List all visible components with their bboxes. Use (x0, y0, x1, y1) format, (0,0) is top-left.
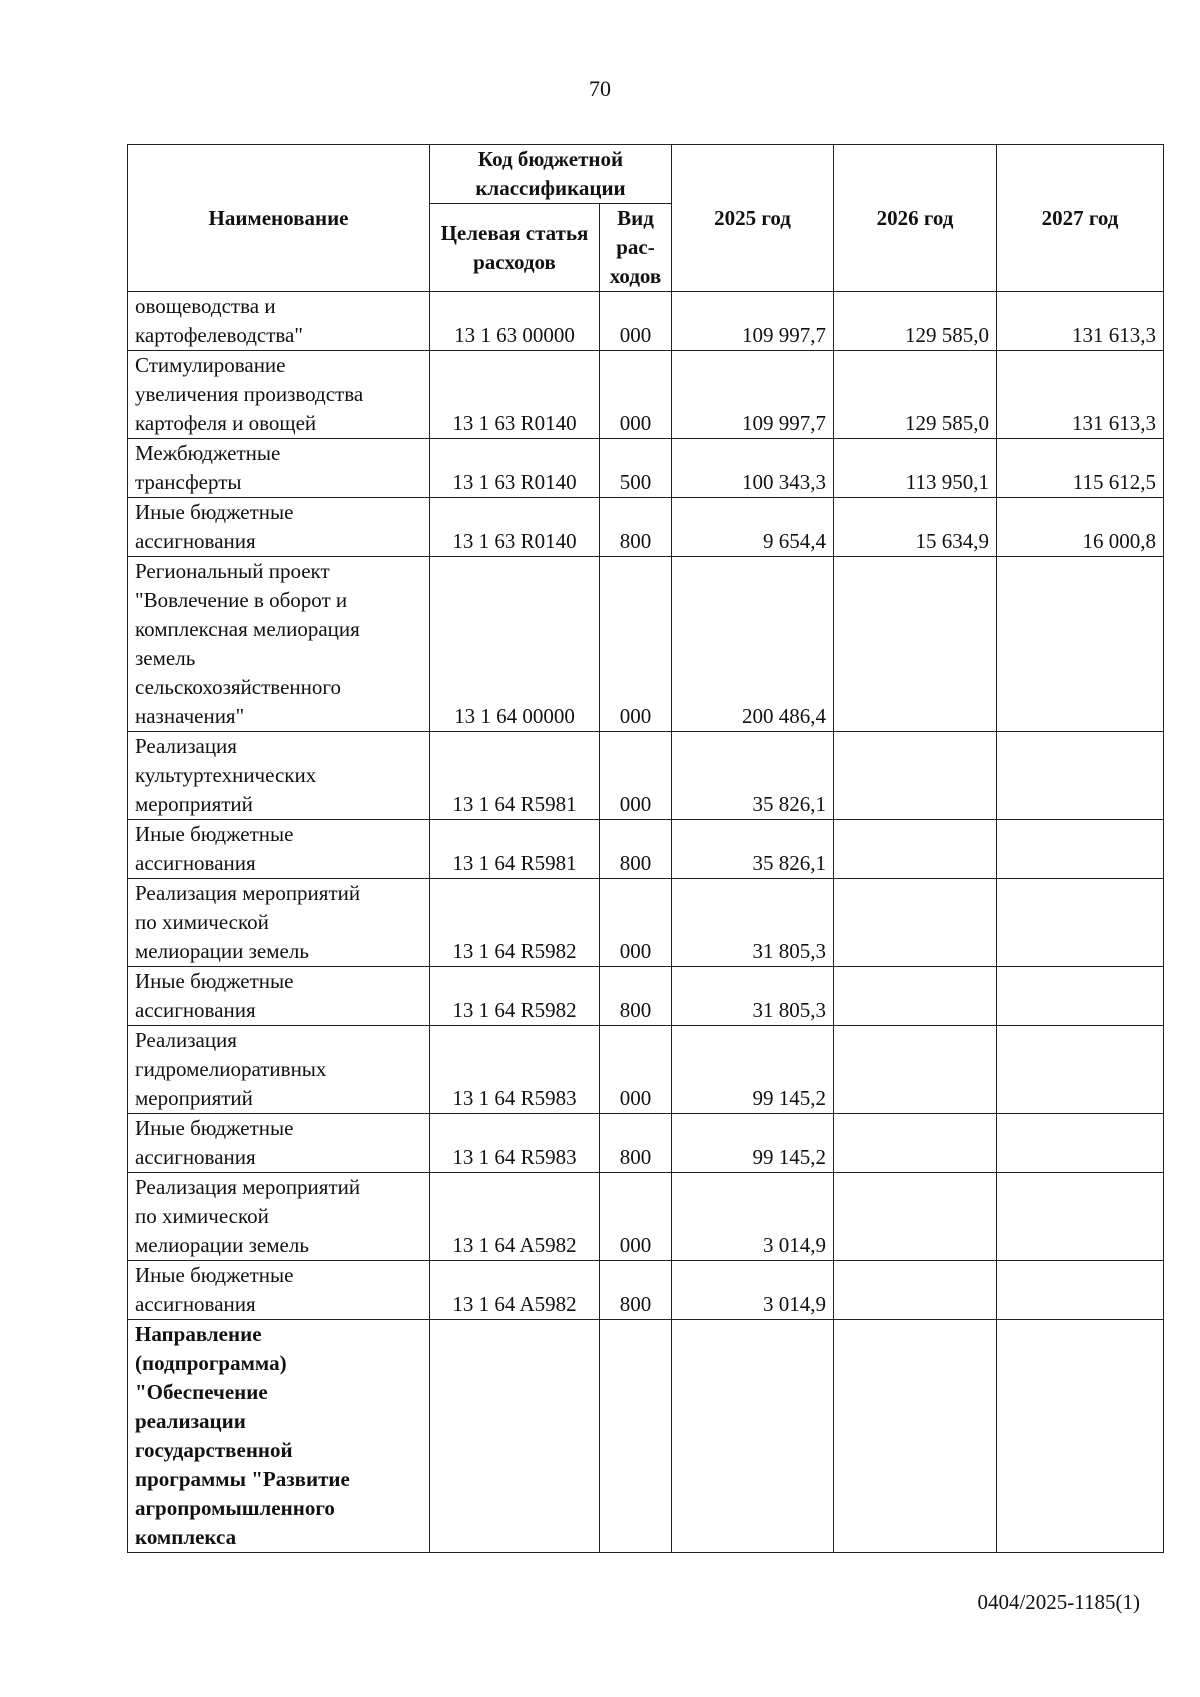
cell-2025: 35 826,1 (672, 820, 834, 879)
table-row (128, 498, 1164, 557)
header-expense-type (600, 204, 672, 292)
table-row (128, 1261, 1164, 1320)
cell-target-article: 13 1 64 A5982 (430, 1173, 600, 1261)
cell-2026: 15 634,9 (834, 498, 997, 557)
cell-target-article: 13 1 64 R5981 (430, 820, 600, 879)
cell-name: Стимулирование увеличения производства картофеля и овощей (128, 351, 430, 439)
cell-target-article: 13 1 64 R5983 (430, 1114, 600, 1173)
cell-2025: 200 486,4 (672, 557, 834, 732)
table-row (128, 1026, 1164, 1114)
cell-2027 (997, 732, 1164, 820)
table-body (128, 292, 1164, 1553)
cell-2026 (834, 732, 997, 820)
cell-name: Реализация мероприятий по химической мелиорации земель (128, 879, 430, 967)
table-header (128, 145, 1164, 292)
cell-2027 (997, 1173, 1164, 1261)
cell-2026 (834, 1261, 997, 1320)
header-target-article: Целевая статья расходов (430, 204, 600, 292)
budget-table (127, 144, 1164, 1553)
cell-2027 (997, 820, 1164, 879)
table-row (128, 1320, 1164, 1553)
cell-2026 (834, 820, 997, 879)
cell-target-article: 13 1 64 R5982 (430, 879, 600, 967)
cell-target-article (430, 1320, 600, 1553)
table-row (128, 1114, 1164, 1173)
cell-2025: 109 997,7 (672, 351, 834, 439)
cell-name: Иные бюджетные ассигнования (128, 1261, 430, 1320)
cell-2026: 129 585,0 (834, 351, 997, 439)
cell-2025 (672, 1320, 834, 1553)
cell-2026: 113 950,1 (834, 439, 997, 498)
table-row (128, 967, 1164, 1026)
cell-2025: 31 805,3 (672, 967, 834, 1026)
cell-expense-type: 000 (600, 292, 672, 351)
cell-2026 (834, 967, 997, 1026)
cell-2025: 3 014,9 (672, 1261, 834, 1320)
cell-name: Региональный проект "Вовлечение в оборот и комплексная мелиорация земель сельскохозяйственного назначения" (128, 557, 430, 732)
header-budget-code: Код бюджетной классификации (430, 145, 672, 204)
table-row (128, 292, 1164, 351)
cell-expense-type: 800 (600, 967, 672, 1026)
cell-2027 (997, 1114, 1164, 1173)
cell-2027 (997, 879, 1164, 967)
header-name: Наименование (128, 145, 430, 292)
cell-2026 (834, 1026, 997, 1114)
cell-name: Иные бюджетные ассигнования (128, 1114, 430, 1173)
cell-2026 (834, 879, 997, 967)
cell-target-article: 13 1 63 R0140 (430, 351, 600, 439)
cell-expense-type: 800 (600, 498, 672, 557)
cell-name: овощеводства и картофелеводства" (128, 292, 430, 351)
table-row (128, 732, 1164, 820)
cell-expense-type: 000 (600, 557, 672, 732)
cell-target-article: 13 1 63 R0140 (430, 498, 600, 557)
cell-2027 (997, 1320, 1164, 1553)
cell-2026: 129 585,0 (834, 292, 997, 351)
cell-2025: 31 805,3 (672, 879, 834, 967)
cell-expense-type: 800 (600, 1114, 672, 1173)
table-row (128, 1173, 1164, 1261)
cell-2025: 99 145,2 (672, 1114, 834, 1173)
cell-name: Реализация гидромелиоративных мероприятий (128, 1026, 430, 1114)
cell-expense-type: 500 (600, 439, 672, 498)
cell-expense-type: 000 (600, 351, 672, 439)
cell-target-article: 13 1 64 00000 (430, 557, 600, 732)
cell-name: Иные бюджетные ассигнования (128, 967, 430, 1026)
cell-2026 (834, 1320, 997, 1553)
cell-2026 (834, 557, 997, 732)
table-row (128, 557, 1164, 732)
cell-2026 (834, 1114, 997, 1173)
table-row (128, 351, 1164, 439)
cell-name: Иные бюджетные ассигнования (128, 498, 430, 557)
cell-expense-type: 800 (600, 1261, 672, 1320)
cell-expense-type: 000 (600, 1026, 672, 1114)
cell-target-article: 13 1 64 A5982 (430, 1261, 600, 1320)
cell-2027 (997, 1026, 1164, 1114)
cell-expense-type: 000 (600, 732, 672, 820)
header-2027: 2027 год (997, 145, 1164, 292)
cell-2025: 109 997,7 (672, 292, 834, 351)
cell-2027 (997, 1261, 1164, 1320)
cell-2027 (997, 967, 1164, 1026)
cell-target-article: 13 1 63 00000 (430, 292, 600, 351)
cell-2027: 115 612,5 (997, 439, 1164, 498)
cell-target-article: 13 1 64 R5982 (430, 967, 600, 1026)
page-number: 70 (589, 76, 611, 101)
cell-target-article: 13 1 63 R0140 (430, 439, 600, 498)
cell-name: Иные бюджетные ассигнования (128, 820, 430, 879)
cell-2025: 35 826,1 (672, 732, 834, 820)
cell-2027: 131 613,3 (997, 351, 1164, 439)
cell-expense-type: 800 (600, 820, 672, 879)
cell-target-article: 13 1 64 R5981 (430, 732, 600, 820)
table-row (128, 439, 1164, 498)
cell-expense-type: 000 (600, 879, 672, 967)
cell-name: Реализация мероприятий по химической мелиорации земель (128, 1173, 430, 1261)
cell-2026 (834, 1173, 997, 1261)
cell-expense-type: 000 (600, 1173, 672, 1261)
header-2025: 2025 год (672, 145, 834, 292)
cell-2025: 99 145,2 (672, 1026, 834, 1114)
cell-2027: 131 613,3 (997, 292, 1164, 351)
cell-2027 (997, 557, 1164, 732)
cell-target-article: 13 1 64 R5983 (430, 1026, 600, 1114)
cell-2025: 3 014,9 (672, 1173, 834, 1261)
cell-expense-type (600, 1320, 672, 1553)
header-2026: 2026 год (834, 145, 997, 292)
cell-2025: 9 654,4 (672, 498, 834, 557)
cell-name: Реализация культуртехнических мероприятий (128, 732, 430, 820)
cell-name: Направление (подпрограмма) "Обеспечение реализации государственной программы "Развитие агропромышленного комплекса (128, 1320, 430, 1553)
header-expense-type-label: Вид рас-ходов (609, 206, 662, 288)
cell-name: Межбюджетные трансферты (128, 439, 430, 498)
cell-2027: 16 000,8 (997, 498, 1164, 557)
table-row (128, 879, 1164, 967)
document-code: 0404/2025-1185(1) (977, 1590, 1140, 1614)
table-row (128, 820, 1164, 879)
cell-2025: 100 343,3 (672, 439, 834, 498)
